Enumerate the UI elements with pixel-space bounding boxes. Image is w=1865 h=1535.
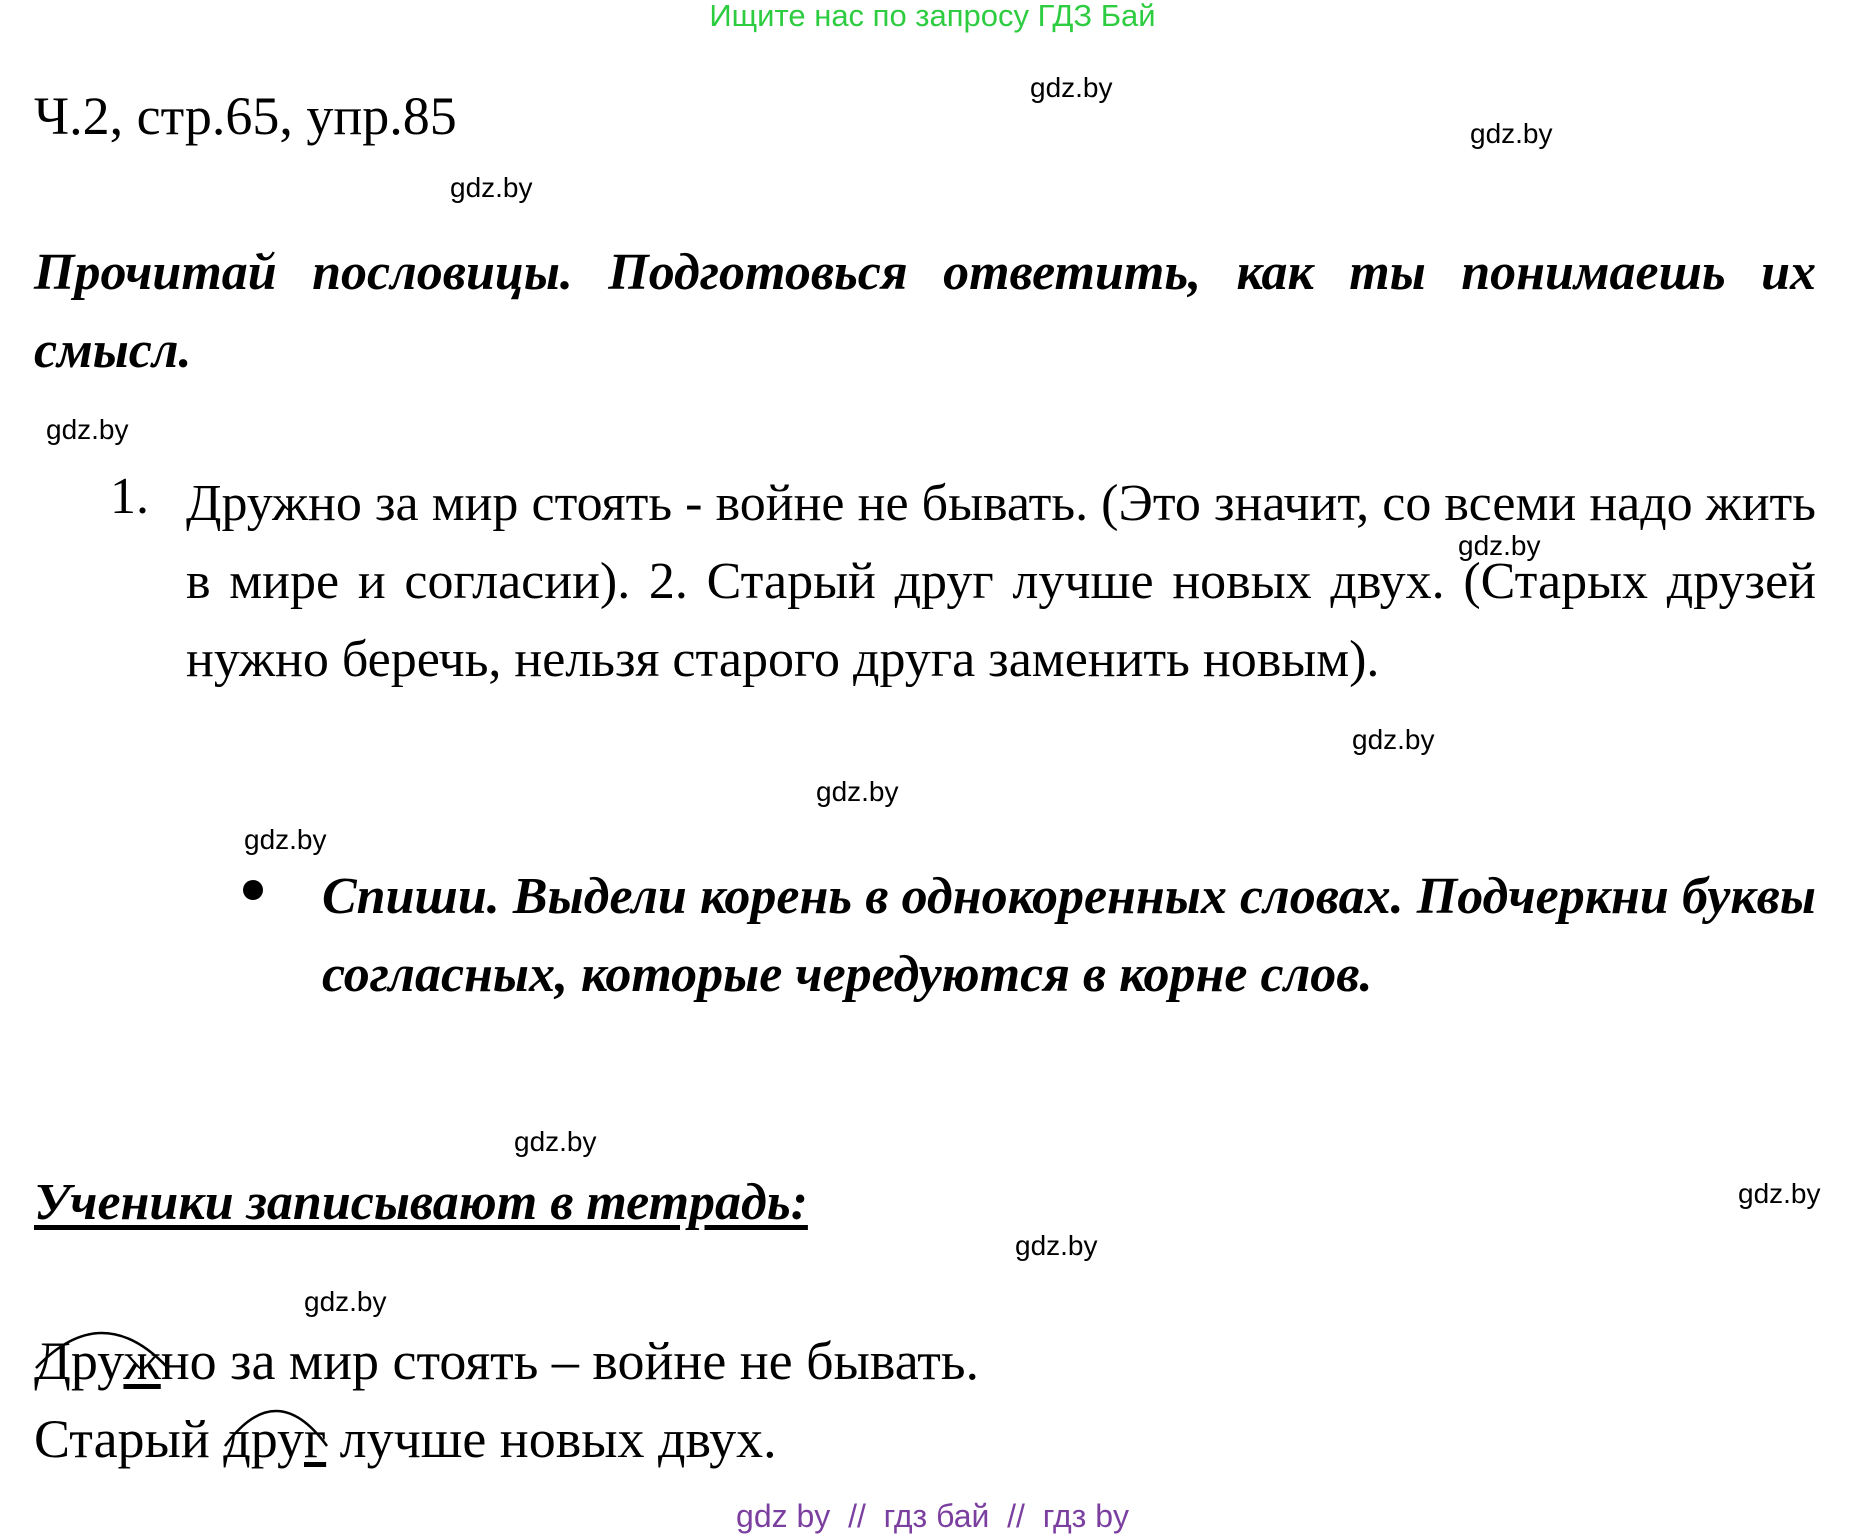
watermark: gdz.by — [816, 776, 899, 807]
line-rest: лучше новых двух. — [326, 1409, 777, 1469]
line-rest: но за мир стоять – войне не бывать. — [160, 1331, 979, 1391]
alternating-letter: ж — [123, 1331, 161, 1391]
answer-text: Дружно за мир стоять - войне не бывать. (Это значит, со всеми надо жить в мире и согласии). 2. Старый друг лучше новых двух. (Старых друзей нужно беречь, нельзя старого друга заменить новым). — [186, 475, 1816, 688]
root-arc-icon — [32, 1320, 172, 1370]
watermark: gdz.by — [1015, 1230, 1098, 1261]
root-start: дру — [223, 1409, 304, 1469]
task-instruction: Прочитай пословицы. Подготовься ответить, как ты понимаешь их смысл. — [34, 244, 1816, 379]
watermark: gdz.by — [304, 1286, 387, 1317]
task-instruction-2: Спиши. Выдели корень в однокоренных словах. Подчеркни буквы согласных, которые чередуются в корне слов. — [322, 868, 1816, 1003]
watermark: gdz.by — [244, 824, 327, 855]
watermark: gdz.by — [1738, 1178, 1821, 1209]
search-banner: Ищите нас по запросу ГДЗ Бай — [709, 0, 1156, 33]
line-start: Старый — [34, 1409, 224, 1469]
watermark: gdz.by — [1030, 72, 1113, 103]
notebook-subheading: Ученики записывают в тетрадь: — [34, 1174, 808, 1231]
watermark: gdz.by — [514, 1126, 597, 1157]
root-arc-icon — [221, 1398, 331, 1448]
root-marked-word — [223, 1408, 326, 1470]
footer-links: gdz by // гдз бай // гдз by — [736, 1498, 1129, 1534]
root-marked-word — [34, 1330, 161, 1392]
watermark: gdz.by — [1352, 724, 1435, 755]
watermark: gdz.by — [1470, 118, 1553, 149]
root-start: Дру — [34, 1331, 124, 1391]
watermark: gdz.by — [46, 414, 129, 445]
watermark: gdz.by — [1458, 530, 1541, 561]
notebook-line-1 — [34, 1330, 979, 1392]
notebook-line-2 — [34, 1408, 777, 1470]
exercise-heading: Ч.2, стр.65, упр.85 — [34, 86, 457, 146]
watermark: gdz.by — [450, 172, 533, 203]
alternating-letter: г — [303, 1409, 327, 1469]
bullet-icon — [243, 880, 263, 900]
list-number: 1. — [110, 468, 149, 525]
